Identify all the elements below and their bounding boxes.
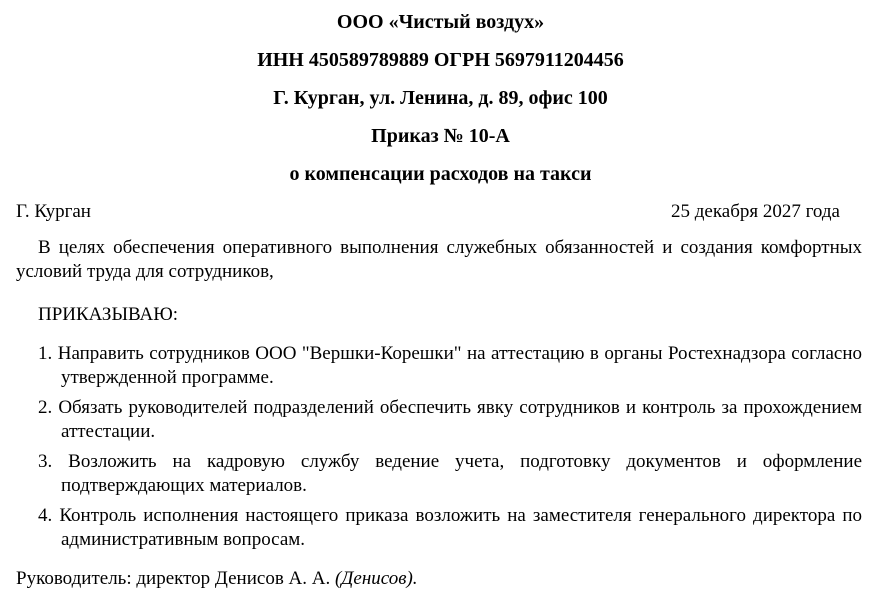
signature-line [16, 567, 418, 591]
preamble-paragraph: В целях обеспечения оперативного выполнения служебных обязанностей и создания комфортных условий труда для сотрудников, [16, 237, 862, 282]
order-subject: о компенсации расходов на такси [289, 163, 592, 185]
order-title: Приказ № 10-А [371, 125, 510, 147]
document-date: 25 декабря 2027 года [670, 201, 840, 222]
order-item-text: Обязать руководителей подразделений обеспечить явку сотрудников и контроль за прохождением аттестации. [58, 397, 863, 442]
signature-label: Руководитель: директор Денисов А. А. [16, 568, 331, 589]
order-item-1 [16, 342, 862, 390]
order-item-4 [16, 504, 862, 552]
order-items-list [16, 342, 862, 558]
signature-name: (Денисов). [334, 568, 418, 589]
company-requisites: ИНН 450589789889 ОГРН 5697911204456 [257, 49, 624, 71]
order-item-text: Контроль исполнения настоящего приказа возложить на заместителя генерального директора по административным вопросам. [59, 505, 862, 550]
order-item-number: 3. [38, 451, 53, 472]
order-item-3 [16, 450, 862, 498]
order-item-number: 4. [38, 505, 53, 526]
company-address: Г. Курган, ул. Ленина, д. 89, офис 100 [273, 87, 608, 109]
order-item-number: 2. [38, 397, 53, 418]
document-city: Г. Курган [16, 201, 91, 222]
order-item-text: Возложить на кадровую службу ведение учета, подготовку документов и оформление подтверждающих материалов. [61, 451, 863, 496]
order-item-2 [16, 396, 862, 444]
order-word: ПРИКАЗЫВАЮ: [38, 304, 179, 325]
order-item-text: Направить сотрудников ООО "Вершки-Корешки" на аттестацию в органы Ростехнадзора согласно утвержденной программе. [57, 343, 862, 388]
order-item-number: 1. [38, 343, 53, 364]
company-name: ООО «Чистый воздух» [336, 11, 545, 33]
